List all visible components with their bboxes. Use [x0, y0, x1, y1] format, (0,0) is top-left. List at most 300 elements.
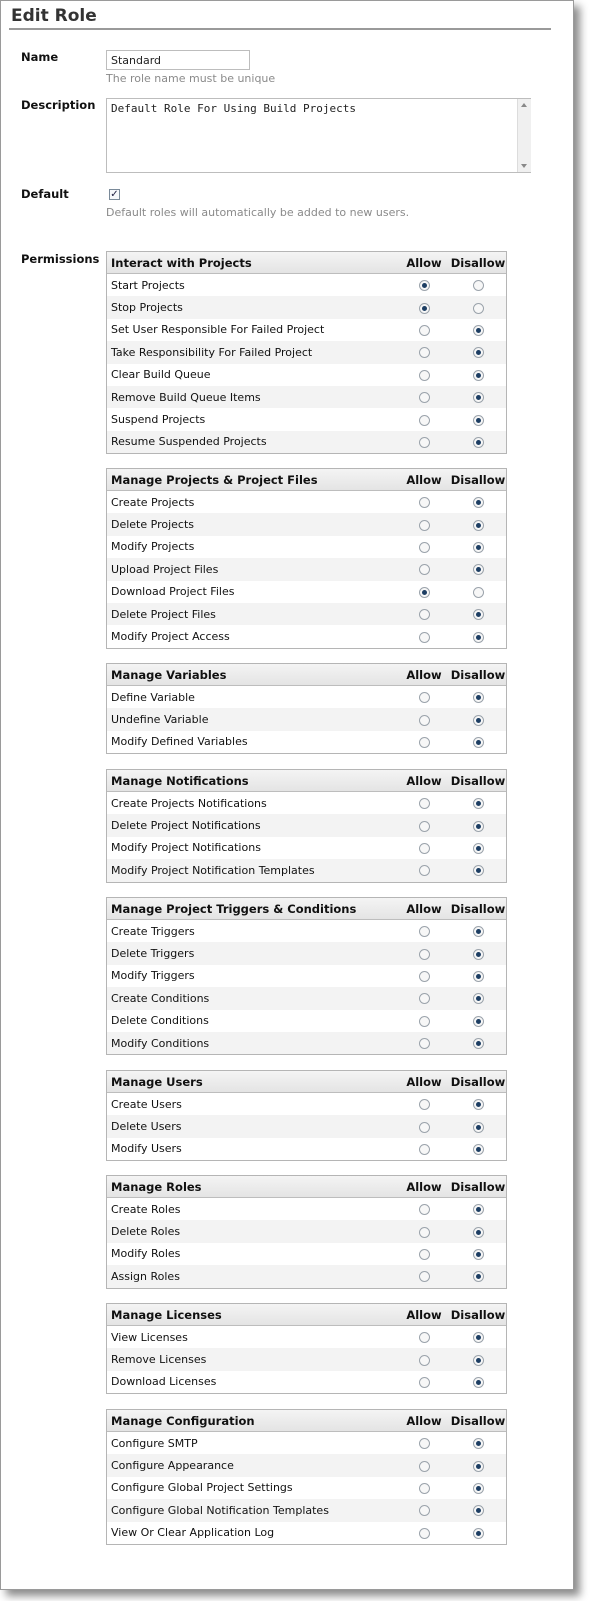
allow-cell — [398, 368, 450, 381]
allow-radio[interactable] — [419, 1204, 430, 1215]
disallow-column-header: Disallow — [450, 1074, 506, 1089]
disallow-cell — [450, 841, 506, 854]
disallow-radio[interactable] — [473, 798, 484, 809]
allow-radio[interactable] — [419, 1144, 430, 1155]
permission-name: Start Projects — [111, 278, 185, 292]
allow-column-header: Allow — [406, 255, 442, 270]
page-title: Edit Role — [11, 6, 97, 26]
permission-name: Delete Triggers — [111, 947, 195, 961]
permission-row — [107, 1010, 506, 1032]
permission-group-header — [107, 252, 506, 274]
allow-cell — [398, 1142, 450, 1155]
permission-name: Delete Users — [111, 1120, 182, 1134]
allow-column-header: Allow — [406, 1074, 442, 1089]
permission-name: Create Roles — [111, 1202, 181, 1216]
allow-column-header: Allow — [406, 472, 442, 487]
permission-name: Resume Suspended Projects — [111, 435, 267, 449]
disallow-cell — [450, 608, 506, 621]
name-label: Name — [21, 50, 59, 64]
allow-radio[interactable] — [419, 1355, 430, 1366]
group-title: Manage Projects & Project Files — [111, 472, 318, 487]
permission-name: View Licenses — [111, 1330, 188, 1344]
disallow-cell — [450, 1037, 506, 1050]
check-icon: ✓ — [110, 189, 119, 200]
allow-radio[interactable] — [419, 564, 430, 575]
disallow-radio[interactable] — [473, 392, 484, 403]
disallow-cell — [450, 323, 506, 336]
allow-radio[interactable] — [419, 715, 430, 726]
disallow-cell — [450, 518, 506, 531]
permission-row — [107, 1326, 506, 1348]
allow-cell — [398, 585, 450, 598]
disallow-radio[interactable] — [473, 609, 484, 620]
permission-group — [106, 1303, 507, 1394]
disallow-radio[interactable] — [473, 303, 484, 314]
disallow-cell — [450, 413, 506, 426]
disallow-radio[interactable] — [473, 1122, 484, 1133]
allow-radio[interactable] — [419, 1122, 430, 1133]
allow-cell — [398, 1098, 450, 1111]
allow-cell — [398, 1526, 450, 1539]
default-label: Default — [21, 187, 69, 201]
permission-row — [107, 837, 506, 859]
disallow-radio[interactable] — [473, 971, 484, 982]
description-label: Description — [21, 98, 96, 112]
description-scrollbar[interactable] — [517, 99, 531, 172]
permission-row — [107, 1243, 506, 1265]
allow-radio[interactable] — [419, 303, 430, 314]
allow-cell — [398, 797, 450, 810]
allow-radio[interactable] — [419, 1099, 430, 1110]
allow-cell — [398, 301, 450, 314]
allow-cell — [398, 391, 450, 404]
disallow-radio[interactable] — [473, 715, 484, 726]
allow-cell — [398, 323, 450, 336]
disallow-column-header: Disallow — [450, 1179, 506, 1194]
permission-row — [107, 792, 506, 814]
default-checkbox[interactable] — [109, 189, 120, 200]
permission-row — [107, 1477, 506, 1499]
disallow-radio[interactable] — [473, 437, 484, 448]
disallow-radio[interactable] — [473, 1099, 484, 1110]
permission-row — [107, 1265, 506, 1287]
permission-name: Modify Defined Variables — [111, 735, 248, 749]
permission-name: Modify Project Access — [111, 630, 230, 644]
group-title: Manage Users — [111, 1074, 203, 1089]
permission-name: Configure Appearance — [111, 1459, 234, 1473]
allow-radio[interactable] — [419, 325, 430, 336]
disallow-radio[interactable] — [473, 1505, 484, 1516]
default-hint: Default roles will automatically be added to new users. — [106, 206, 410, 219]
disallow-cell — [450, 1014, 506, 1027]
permission-name: Stop Projects — [111, 301, 183, 315]
allow-radio[interactable] — [419, 1249, 430, 1260]
permission-name: Delete Conditions — [111, 1014, 209, 1028]
permission-row — [107, 581, 506, 603]
disallow-radio[interactable] — [473, 632, 484, 643]
allow-radio[interactable] — [419, 1038, 430, 1049]
allow-cell — [398, 1120, 450, 1133]
disallow-cell — [450, 1098, 506, 1111]
permission-row — [107, 408, 506, 430]
allow-radio[interactable] — [419, 632, 430, 643]
permission-row — [107, 431, 506, 453]
permission-name: Create Triggers — [111, 924, 195, 938]
permission-name: Modify Projects — [111, 540, 195, 554]
disallow-cell — [450, 1481, 506, 1494]
permission-group-header — [107, 1410, 506, 1432]
allow-radio[interactable] — [419, 926, 430, 937]
disallow-column-header: Disallow — [450, 472, 506, 487]
disallow-radio[interactable] — [473, 737, 484, 748]
disallow-cell — [450, 1353, 506, 1366]
allow-cell — [398, 1247, 450, 1260]
disallow-cell — [450, 1120, 506, 1133]
permission-row — [107, 296, 506, 318]
disallow-radio[interactable] — [473, 325, 484, 336]
disallow-radio[interactable] — [473, 1271, 484, 1282]
allow-cell — [398, 346, 450, 359]
allow-column-header: Allow — [406, 667, 442, 682]
permission-row — [107, 1499, 506, 1521]
permission-row — [107, 1371, 506, 1393]
permission-row — [107, 731, 506, 753]
permission-row — [107, 987, 506, 1009]
allow-cell — [398, 841, 450, 854]
permission-name: View Or Clear Application Log — [111, 1526, 275, 1540]
disallow-cell — [450, 864, 506, 877]
allow-radio[interactable] — [419, 392, 430, 403]
disallow-cell — [450, 1504, 506, 1517]
permission-group — [106, 468, 507, 649]
allow-cell — [398, 630, 450, 643]
disallow-cell — [450, 797, 506, 810]
permission-name: Suspend Projects — [111, 413, 206, 427]
permission-name: Modify Triggers — [111, 969, 195, 983]
allow-radio[interactable] — [419, 865, 430, 876]
disallow-cell — [450, 992, 506, 1005]
allow-cell — [398, 413, 450, 426]
allow-cell — [398, 1203, 450, 1216]
permission-name: Delete Project Files — [111, 607, 216, 621]
permission-group-header — [107, 469, 506, 491]
permission-name: Modify Conditions — [111, 1036, 210, 1050]
permission-row — [107, 942, 506, 964]
permission-group-header — [107, 664, 506, 686]
disallow-radio[interactable] — [473, 370, 484, 381]
disallow-radio[interactable] — [473, 520, 484, 531]
allow-cell — [398, 1504, 450, 1517]
disallow-radio[interactable] — [473, 587, 484, 598]
disallow-radio[interactable] — [473, 1204, 484, 1215]
disallow-cell — [450, 1247, 506, 1260]
disallow-radio[interactable] — [473, 497, 484, 508]
permission-group-header — [107, 1304, 506, 1326]
disallow-cell — [450, 1142, 506, 1155]
permission-row — [107, 274, 506, 296]
scroll-down-icon[interactable] — [521, 164, 527, 168]
allow-radio[interactable] — [419, 798, 430, 809]
permission-name: Modify Project Notification Templates — [111, 863, 315, 877]
permission-name: Take Responsibility For Failed Project — [111, 345, 313, 359]
disallow-column-header: Disallow — [450, 1307, 506, 1322]
disallow-cell — [450, 540, 506, 553]
permission-name: Configure Global Project Settings — [111, 1481, 293, 1495]
allow-cell — [398, 735, 450, 748]
disallow-radio[interactable] — [473, 1483, 484, 1494]
allow-radio[interactable] — [419, 843, 430, 854]
disallow-radio[interactable] — [473, 692, 484, 703]
allow-cell — [398, 947, 450, 960]
disallow-cell — [450, 435, 506, 448]
disallow-radio[interactable] — [473, 821, 484, 832]
disallow-radio[interactable] — [473, 926, 484, 937]
permission-row — [107, 920, 506, 942]
disallow-radio[interactable] — [473, 1332, 484, 1343]
allow-cell — [398, 1331, 450, 1344]
permission-name: Delete Roles — [111, 1225, 181, 1239]
permission-row — [107, 859, 506, 881]
allow-cell — [398, 1037, 450, 1050]
permission-row — [107, 536, 506, 558]
disallow-radio[interactable] — [473, 1144, 484, 1155]
disallow-radio[interactable] — [473, 1038, 484, 1049]
allow-radio[interactable] — [419, 437, 430, 448]
allow-radio[interactable] — [419, 1438, 430, 1449]
disallow-column-header: Disallow — [450, 901, 506, 916]
disallow-radio[interactable] — [473, 415, 484, 426]
allow-cell — [398, 969, 450, 982]
disallow-radio[interactable] — [473, 1528, 484, 1539]
allow-cell — [398, 1353, 450, 1366]
disallow-cell — [450, 819, 506, 832]
permission-row — [107, 708, 506, 730]
allow-cell — [398, 992, 450, 1005]
disallow-cell — [450, 496, 506, 509]
disallow-column-header: Disallow — [450, 773, 506, 788]
permission-row — [107, 625, 506, 647]
allow-radio[interactable] — [419, 1483, 430, 1494]
disallow-cell — [450, 301, 506, 314]
allow-cell — [398, 1225, 450, 1238]
disallow-cell — [450, 925, 506, 938]
permission-name: Set User Responsible For Failed Project — [111, 323, 325, 337]
permission-row — [107, 1115, 506, 1137]
disallow-radio[interactable] — [473, 865, 484, 876]
allow-cell — [398, 563, 450, 576]
disallow-radio[interactable] — [473, 1227, 484, 1238]
allow-radio[interactable] — [419, 280, 430, 291]
permission-name: Configure SMTP — [111, 1436, 198, 1450]
permission-row — [107, 319, 506, 341]
allow-column-header: Allow — [406, 901, 442, 916]
permission-row — [107, 1348, 506, 1370]
permission-row — [107, 1093, 506, 1115]
disallow-cell — [450, 1270, 506, 1283]
disallow-cell — [450, 346, 506, 359]
permission-row — [107, 814, 506, 836]
disallow-radio[interactable] — [473, 1377, 484, 1388]
disallow-cell — [450, 630, 506, 643]
allow-radio[interactable] — [419, 821, 430, 832]
disallow-cell — [450, 368, 506, 381]
allow-radio[interactable] — [419, 520, 430, 531]
disallow-radio[interactable] — [473, 280, 484, 291]
allow-cell — [398, 925, 450, 938]
permission-group-header — [107, 770, 506, 792]
permission-group-header — [107, 1176, 506, 1198]
group-title: Manage Configuration — [111, 1413, 255, 1428]
scroll-up-icon[interactable] — [521, 103, 527, 107]
allow-cell — [398, 1375, 450, 1388]
permission-group — [106, 1409, 507, 1545]
allow-cell — [398, 1437, 450, 1450]
permission-name: Create Conditions — [111, 991, 210, 1005]
permission-name: Modify Roles — [111, 1247, 181, 1261]
permission-row — [107, 1454, 506, 1476]
permission-group — [106, 897, 507, 1055]
allow-radio[interactable] — [419, 993, 430, 1004]
allow-column-header: Allow — [406, 1307, 442, 1322]
disallow-radio[interactable] — [473, 843, 484, 854]
allow-radio[interactable] — [419, 542, 430, 553]
disallow-column-header: Disallow — [450, 255, 506, 270]
allow-column-header: Allow — [406, 1179, 442, 1194]
allow-radio[interactable] — [419, 949, 430, 960]
permission-row — [107, 341, 506, 363]
allow-radio[interactable] — [419, 370, 430, 381]
allow-radio[interactable] — [419, 1505, 430, 1516]
allow-cell — [398, 518, 450, 531]
allow-cell — [398, 1270, 450, 1283]
permission-row — [107, 1522, 506, 1544]
allow-cell — [398, 819, 450, 832]
permission-group — [106, 769, 507, 883]
disallow-cell — [450, 1225, 506, 1238]
permission-group-header — [107, 1071, 506, 1093]
title-divider — [9, 28, 551, 30]
group-title: Manage Project Triggers & Conditions — [111, 901, 357, 916]
permission-group — [106, 663, 507, 754]
disallow-cell — [450, 563, 506, 576]
allow-column-header: Allow — [406, 1413, 442, 1428]
disallow-cell — [450, 1459, 506, 1472]
permission-name: Remove Build Queue Items — [111, 390, 261, 404]
allow-cell — [398, 691, 450, 704]
allow-cell — [398, 435, 450, 448]
disallow-cell — [450, 947, 506, 960]
permission-row — [107, 364, 506, 386]
group-title: Manage Notifications — [111, 773, 249, 788]
permission-name: Remove Licenses — [111, 1353, 207, 1367]
permission-name: Create Projects Notifications — [111, 796, 267, 810]
permission-name: Upload Project Files — [111, 562, 219, 576]
permission-row — [107, 603, 506, 625]
disallow-radio[interactable] — [473, 1438, 484, 1449]
allow-cell — [398, 279, 450, 292]
description-textarea[interactable] — [106, 98, 531, 173]
allow-radio[interactable] — [419, 971, 430, 982]
disallow-radio[interactable] — [473, 1461, 484, 1472]
permission-row — [107, 965, 506, 987]
disallow-cell — [450, 585, 506, 598]
group-title: Manage Licenses — [111, 1307, 222, 1322]
permission-name: Undefine Variable — [111, 713, 209, 727]
permission-name: Define Variable — [111, 690, 195, 704]
permission-name: Download Project Files — [111, 585, 235, 599]
disallow-radio[interactable] — [473, 993, 484, 1004]
allow-radio[interactable] — [419, 692, 430, 703]
permission-name: Assign Roles — [111, 1269, 180, 1283]
disallow-cell — [450, 969, 506, 982]
permission-name: Delete Project Notifications — [111, 819, 261, 833]
permission-row — [107, 513, 506, 535]
disallow-cell — [450, 1437, 506, 1450]
permission-name: Modify Users — [111, 1142, 182, 1156]
allow-radio[interactable] — [419, 1461, 430, 1472]
permission-row — [107, 1432, 506, 1454]
allow-radio[interactable] — [419, 1377, 430, 1388]
disallow-radio[interactable] — [473, 1016, 484, 1027]
permission-name: Download Licenses — [111, 1375, 217, 1389]
disallow-cell — [450, 691, 506, 704]
group-title: Manage Variables — [111, 667, 227, 682]
allow-radio[interactable] — [419, 737, 430, 748]
allow-cell — [398, 1481, 450, 1494]
allow-radio[interactable] — [419, 1332, 430, 1343]
permission-row — [107, 686, 506, 708]
allow-radio[interactable] — [419, 347, 430, 358]
allow-radio[interactable] — [419, 1227, 430, 1238]
allow-radio[interactable] — [419, 415, 430, 426]
allow-radio[interactable] — [419, 609, 430, 620]
allow-radio[interactable] — [419, 1271, 430, 1282]
group-title: Interact with Projects — [111, 255, 252, 270]
disallow-radio[interactable] — [473, 949, 484, 960]
permission-row — [107, 1032, 506, 1054]
group-title: Manage Roles — [111, 1179, 202, 1194]
disallow-radio[interactable] — [473, 347, 484, 358]
disallow-cell — [450, 1526, 506, 1539]
disallow-radio[interactable] — [473, 564, 484, 575]
permission-group — [106, 251, 507, 454]
disallow-column-header: Disallow — [450, 1413, 506, 1428]
permission-name: Create Projects — [111, 495, 195, 509]
permission-row — [107, 1220, 506, 1242]
permission-row — [107, 491, 506, 513]
permission-row — [107, 1198, 506, 1220]
disallow-cell — [450, 1375, 506, 1388]
disallow-radio[interactable] — [473, 1355, 484, 1366]
allow-cell — [398, 864, 450, 877]
allow-cell — [398, 713, 450, 726]
allow-cell — [398, 1014, 450, 1027]
disallow-radio[interactable] — [473, 1249, 484, 1260]
allow-radio[interactable] — [419, 1528, 430, 1539]
disallow-cell — [450, 391, 506, 404]
permission-name: Configure Global Notification Templates — [111, 1503, 329, 1517]
disallow-cell — [450, 279, 506, 292]
permission-row — [107, 386, 506, 408]
permission-name: Create Users — [111, 1097, 182, 1111]
allow-cell — [398, 540, 450, 553]
allow-radio[interactable] — [419, 587, 430, 598]
allow-radio[interactable] — [419, 497, 430, 508]
allow-radio[interactable] — [419, 1016, 430, 1027]
name-input[interactable] — [106, 50, 250, 70]
disallow-column-header: Disallow — [450, 667, 506, 682]
disallow-radio[interactable] — [473, 542, 484, 553]
